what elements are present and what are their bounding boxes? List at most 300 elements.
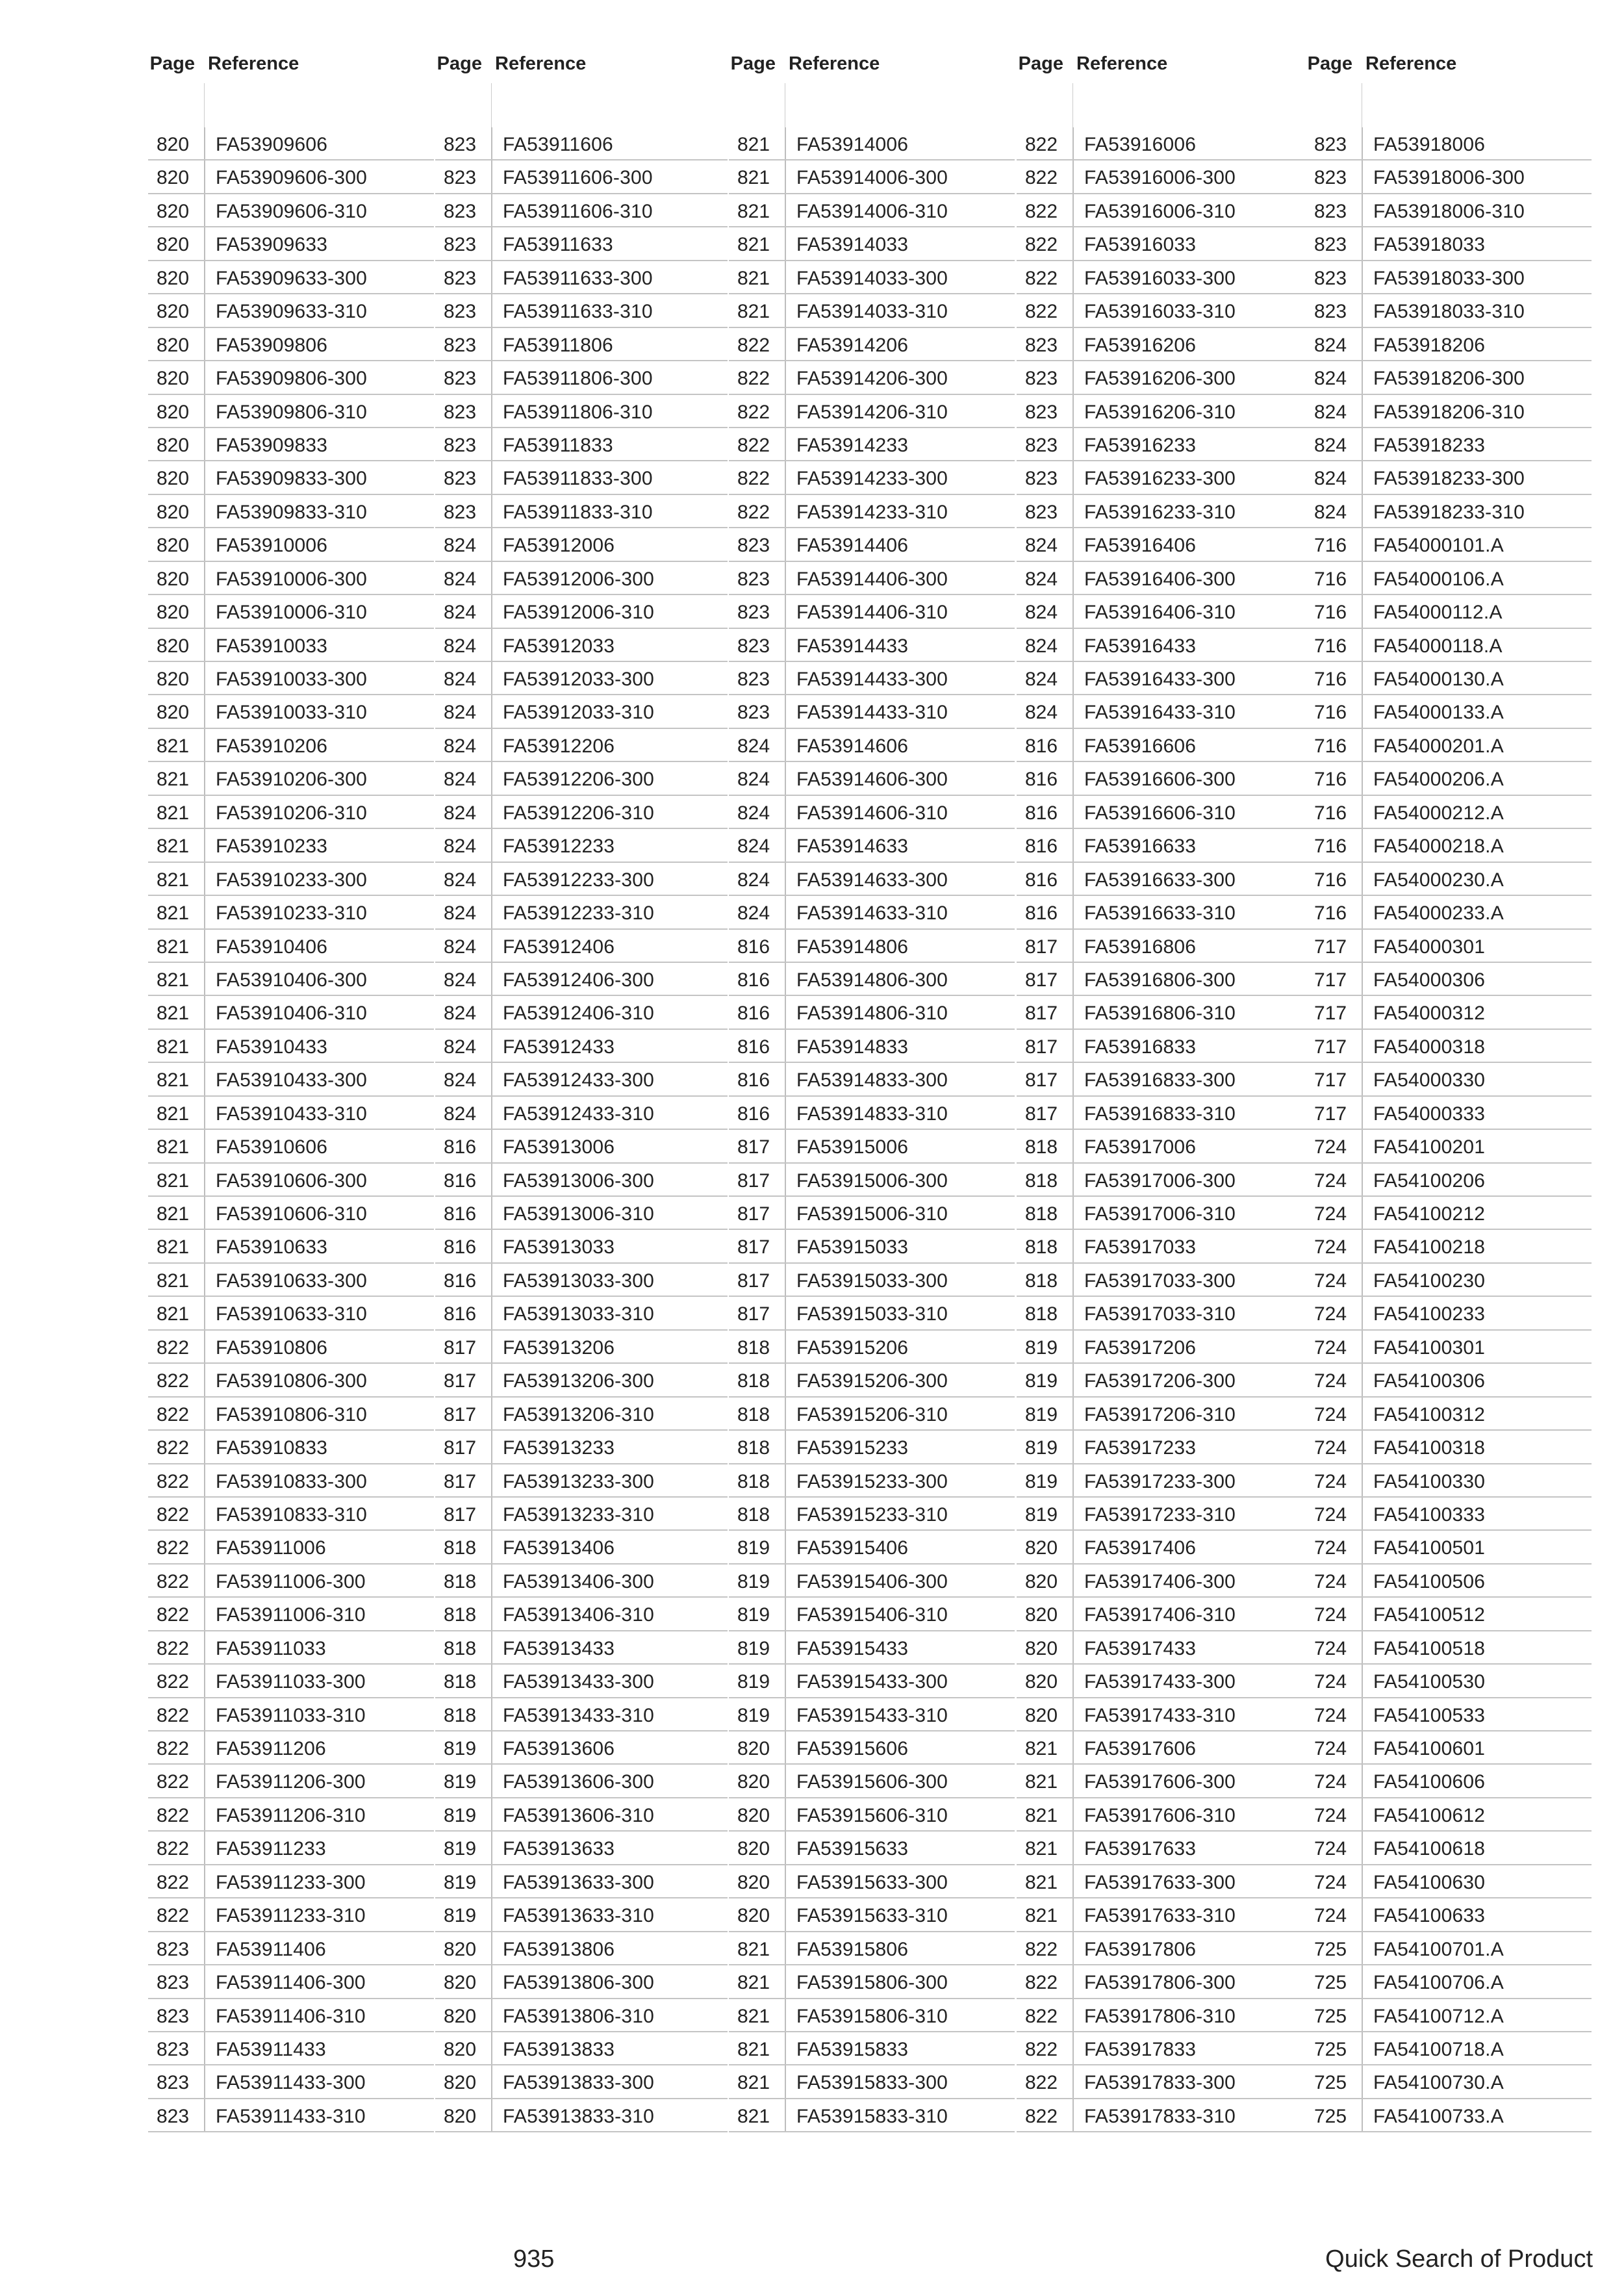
table-row (729, 1097, 1015, 1130)
reference-cell: FA53917633-300 (1084, 1871, 1236, 1893)
page-cell: 820 (443, 2038, 477, 2060)
reference-cell: FA53912033-300 (503, 669, 655, 690)
reference-cell: FA53911606 (503, 134, 613, 155)
cell-divider (1072, 1364, 1074, 1396)
reference-cell: FA54100233 (1373, 1303, 1486, 1325)
cell-divider (1072, 796, 1074, 828)
table-row (435, 227, 728, 261)
page-cell: 820 (443, 2005, 477, 2027)
page-cell: 724 (1313, 1604, 1347, 1626)
reference-cell: FA53916633 (1084, 836, 1197, 858)
table-row (1017, 562, 1306, 595)
reference-cell: FA53918033-310 (1373, 301, 1525, 323)
cell-divider (204, 595, 205, 627)
table-row (729, 762, 1015, 795)
cell-divider (785, 1531, 786, 1563)
table-row (435, 595, 728, 628)
table-row (148, 1865, 434, 1898)
table-row (1306, 160, 1592, 194)
table-row (1306, 695, 1592, 728)
reference-cell: FA54000118.A (1373, 635, 1503, 657)
cell-divider (491, 461, 492, 493)
table-row (435, 729, 728, 762)
page-cell: 824 (443, 1103, 477, 1125)
cell-divider (1072, 963, 1074, 995)
reference-cell: FA53911806 (503, 334, 613, 356)
table-row (729, 729, 1015, 762)
cell-divider (785, 1030, 786, 1062)
page-cell: 820 (156, 134, 190, 155)
reference-cell: FA53916206 (1084, 334, 1197, 356)
reference-cell: FA53914206-300 (796, 368, 948, 390)
cell-divider (204, 1197, 205, 1229)
reference-cell: FA54100506 (1373, 1570, 1486, 1592)
cell-divider (1362, 996, 1363, 1028)
page-cell: 820 (1024, 1637, 1058, 1659)
table-row (1306, 1765, 1592, 1798)
page-cell: 717 (1313, 1069, 1347, 1092)
reference-cell: FA53911206-310 (216, 1804, 366, 1826)
reference-cell: FA53910606-310 (216, 1203, 368, 1225)
cell-divider (785, 1698, 786, 1730)
page-cell: 817 (737, 1136, 770, 1158)
table-row (435, 1731, 728, 1765)
table-row (148, 996, 434, 1029)
cell-divider (1072, 729, 1074, 761)
reference-cell: FA53917206 (1084, 1336, 1197, 1359)
reference-cell: FA54000218.A (1373, 836, 1504, 858)
table-row (148, 1932, 434, 1965)
reference-cell: FA53912006 (503, 535, 615, 557)
reference-cell: FA53915206 (796, 1336, 909, 1359)
page-cell: 816 (1024, 769, 1058, 791)
cell-divider (204, 1765, 205, 1796)
page-cell: 821 (737, 1972, 770, 1994)
table-row (1306, 1898, 1592, 1932)
table-row (1017, 1832, 1306, 1865)
page-cell: 817 (443, 1403, 477, 1425)
cell-divider (204, 428, 205, 460)
reference-cell: FA53911806-310 (503, 401, 653, 423)
cell-divider (1072, 2065, 1074, 2097)
cell-divider (491, 1965, 492, 1997)
cell-divider (491, 395, 492, 427)
reference-cell: FA53917806-310 (1084, 2005, 1236, 2027)
page-cell: 824 (443, 635, 477, 657)
table-row (1306, 1932, 1592, 1965)
table-row (1306, 2032, 1592, 2065)
table-row (1306, 461, 1592, 494)
table-row (148, 1464, 434, 1498)
table-row (148, 1164, 434, 1197)
reference-cell: FA54100230 (1373, 1270, 1486, 1292)
cell-divider (1362, 1498, 1363, 1529)
page-cell: 820 (443, 2072, 477, 2094)
page-cell: 817 (443, 1503, 477, 1526)
reference-cell: FA53913606-310 (503, 1804, 655, 1826)
cell-divider (1072, 1030, 1074, 1062)
page-cell: 823 (737, 602, 770, 624)
reference-cell: FA53913406-300 (503, 1570, 655, 1592)
reference-cell: FA53911633-300 (503, 267, 653, 289)
reference-cell: FA53917806 (1084, 1938, 1197, 1960)
reference-cell: FA53916606-310 (1084, 802, 1236, 824)
page-cell: 819 (737, 1637, 770, 1659)
cell-divider (1362, 2065, 1363, 2097)
table-row (1017, 1665, 1306, 1698)
cell-divider (1072, 1932, 1074, 1964)
table-row (435, 1565, 728, 1598)
page-cell: 820 (156, 368, 190, 390)
reference-cell: FA53914406-310 (796, 602, 948, 624)
page-cell: 725 (1313, 1938, 1347, 1960)
page-cell: 818 (1024, 1270, 1058, 1292)
table-row (435, 629, 728, 662)
page-cell: 816 (443, 1169, 477, 1192)
page-cell: 824 (443, 936, 477, 958)
cell-divider (204, 1731, 205, 1763)
cell-divider (491, 896, 492, 928)
cell-divider (491, 963, 492, 995)
cell-divider (1362, 729, 1363, 761)
table-row (1017, 695, 1306, 728)
page-cell: 821 (156, 1103, 190, 1125)
cell-divider (785, 528, 786, 560)
cell-divider (1362, 1865, 1363, 1897)
table-row (435, 930, 728, 963)
page-cell: 819 (737, 1671, 770, 1693)
table-row (1017, 1431, 1306, 1464)
page-cell: 820 (156, 702, 190, 724)
page-cell: 823 (1313, 134, 1347, 155)
cell-divider (491, 1631, 492, 1663)
cell-divider (204, 1264, 205, 1296)
table-row (1306, 1698, 1592, 1731)
cell-divider (1072, 1531, 1074, 1563)
page-cell: 817 (737, 1270, 770, 1292)
page-cell: 820 (443, 1938, 477, 1960)
reference-cell: FA53918033 (1373, 234, 1486, 256)
cell-divider (491, 863, 492, 895)
table-row (1306, 194, 1592, 227)
reference-cell: FA53913806-310 (503, 2005, 655, 2027)
reference-cell: FA53914433 (796, 635, 909, 657)
reference-cell: FA53914033-310 (796, 301, 948, 323)
table-row (1017, 160, 1306, 194)
cell-divider (1362, 1264, 1363, 1296)
reference-cell: FA53913633-310 (503, 1905, 655, 1927)
cell-divider (491, 1063, 492, 1095)
table-row (1017, 1264, 1306, 1297)
cell-divider (491, 361, 492, 393)
page-cell: 716 (1313, 769, 1347, 791)
reference-cell: FA53912206-300 (503, 769, 655, 791)
table-row (1017, 963, 1306, 996)
cell-divider (491, 1364, 492, 1396)
table-row (435, 428, 728, 461)
page-cell: 717 (1313, 1103, 1347, 1125)
cell-divider (1362, 1765, 1363, 1796)
table-row (435, 528, 728, 561)
reference-cell: FA53916806 (1084, 936, 1197, 958)
reference-cell: FA53917633 (1084, 1838, 1197, 1860)
reference-cell: FA53914006 (796, 134, 909, 155)
cell-divider (1072, 1999, 1074, 2031)
cell-divider (1362, 662, 1363, 694)
reference-cell: FA53917033-300 (1084, 1270, 1236, 1292)
cell-divider (785, 361, 786, 393)
header-reference: Reference (1076, 53, 1168, 74)
table-row (729, 1331, 1015, 1364)
page-cell: 820 (737, 1905, 770, 1927)
page-cell: 724 (1313, 1203, 1347, 1225)
page-cell: 717 (1313, 969, 1347, 991)
page-cell: 821 (156, 1203, 190, 1225)
table-row (435, 1197, 728, 1230)
reference-cell: FA53910233-310 (216, 902, 368, 925)
header-page: Page (1018, 53, 1063, 74)
reference-cell: FA53913806 (503, 1938, 615, 1960)
header-page: Page (149, 53, 195, 74)
page-cell: 724 (1313, 1804, 1347, 1826)
cell-divider (785, 1264, 786, 1296)
cell-divider (204, 1865, 205, 1897)
reference-cell: FA54100712.A (1373, 2005, 1504, 2027)
cell-divider (204, 996, 205, 1028)
reference-cell: FA53915433-300 (796, 1671, 948, 1693)
cell-divider (1362, 528, 1363, 560)
reference-cell: FA53915206-310 (796, 1403, 948, 1425)
column-header (1306, 45, 1592, 127)
reference-cell: FA53917806-300 (1084, 1972, 1236, 1994)
cell-divider (204, 1798, 205, 1830)
table-row (148, 829, 434, 862)
table-row (729, 1531, 1015, 1564)
cell-divider (1072, 1631, 1074, 1663)
reference-cell: FA53911006-300 (216, 1570, 366, 1592)
page-cell: 824 (1024, 535, 1058, 557)
page-cell: 821 (156, 1003, 190, 1025)
page-cell: 818 (737, 1403, 770, 1425)
cell-divider (1362, 562, 1363, 594)
cell-divider (491, 829, 492, 861)
page-cell: 821 (737, 2005, 770, 2027)
table-row (435, 1164, 728, 1197)
reference-cell: FA53909606-300 (216, 167, 368, 189)
table-row (148, 595, 434, 628)
cell-divider (785, 1230, 786, 1262)
page-cell: 822 (156, 1704, 190, 1726)
cell-divider (491, 1230, 492, 1262)
reference-cell: FA53917406-310 (1084, 1604, 1236, 1626)
reference-cell: FA53912033 (503, 635, 615, 657)
cell-divider (785, 461, 786, 493)
page-cell: 725 (1313, 2038, 1347, 2060)
cell-divider (1362, 1364, 1363, 1396)
reference-cell: FA53913206 (503, 1336, 615, 1359)
table-row (148, 629, 434, 662)
reference-cell: FA53915006-310 (796, 1203, 948, 1225)
table-row (1017, 996, 1306, 1029)
cell-divider (204, 1431, 205, 1463)
cell-divider (204, 495, 205, 527)
table-row (435, 1999, 728, 2032)
cell-divider (1362, 1731, 1363, 1763)
reference-cell: FA53914006-300 (796, 167, 948, 189)
reference-cell: FA53915433-310 (796, 1704, 948, 1726)
page-cell: 823 (1024, 401, 1058, 423)
cell-divider (1072, 1665, 1074, 1696)
table-row (435, 1631, 728, 1665)
cell-divider (785, 1765, 786, 1796)
page-cell: 823 (737, 568, 770, 590)
table-row (435, 1531, 728, 1564)
reference-cell: FA53918006-300 (1373, 167, 1525, 189)
cell-divider (1072, 1898, 1074, 1930)
reference-cell: FA53917833-310 (1084, 2105, 1236, 2127)
table-row (729, 1063, 1015, 1096)
table-row (435, 562, 728, 595)
table-row (1017, 1765, 1306, 1798)
page-cell: 818 (737, 1370, 770, 1392)
cell-divider (1072, 1431, 1074, 1463)
cell-divider (1072, 127, 1074, 159)
table-row (435, 1030, 728, 1063)
table-row (435, 1698, 728, 1731)
page-cell: 821 (156, 1270, 190, 1292)
cell-divider (785, 729, 786, 761)
cell-divider (1362, 1965, 1363, 1997)
reference-cell: FA53910233-300 (216, 869, 368, 891)
table-row (1017, 127, 1306, 160)
cell-divider (785, 495, 786, 527)
table-row (1306, 1865, 1592, 1898)
cell-divider (785, 1932, 786, 1964)
cell-divider (204, 528, 205, 560)
page-cell: 823 (1313, 200, 1347, 222)
cell-divider (204, 1164, 205, 1195)
cell-divider (1362, 1398, 1363, 1429)
page-cell: 816 (1024, 735, 1058, 757)
reference-cell: FA53916206-300 (1084, 368, 1236, 390)
cell-divider (491, 1932, 492, 1964)
cell-divider (204, 1565, 205, 1596)
table-row (729, 963, 1015, 996)
reference-cell: FA53910433-300 (216, 1069, 368, 1092)
cell-divider (1362, 1565, 1363, 1596)
rows (1306, 127, 1592, 2132)
page-cell: 717 (1313, 936, 1347, 958)
table-row (148, 1063, 434, 1096)
table-row (1306, 2099, 1592, 2132)
cell-divider (1362, 1665, 1363, 1696)
reference-cell: FA53914233 (796, 434, 909, 456)
page-cell: 816 (443, 1270, 477, 1292)
reference-cell: FA53911406-300 (216, 1972, 366, 1994)
page-cell: 823 (737, 669, 770, 690)
reference-cell: FA53910033-310 (216, 702, 368, 724)
reference-cell: FA53912233-300 (503, 869, 655, 891)
page-cell: 823 (443, 234, 477, 256)
table-row (729, 528, 1015, 561)
index-column (1017, 45, 1306, 2132)
cell-divider (1362, 1999, 1363, 2031)
table-row (729, 1665, 1015, 1698)
reference-cell: FA53913433-310 (503, 1704, 655, 1726)
table-row (435, 996, 728, 1029)
table-row (1306, 227, 1592, 261)
page-cell: 823 (737, 535, 770, 557)
cell-divider (785, 328, 786, 360)
table-row (435, 662, 728, 695)
reference-cell: FA53917206-310 (1084, 1403, 1236, 1425)
reference-cell: FA53910633-310 (216, 1303, 368, 1325)
table-row (729, 1164, 1015, 1197)
cell-divider (204, 1297, 205, 1329)
reference-cell: FA54100201 (1373, 1136, 1486, 1158)
cell-divider (491, 1531, 492, 1563)
reference-cell: FA53915433 (796, 1637, 909, 1659)
reference-cell: FA53914833-300 (796, 1069, 948, 1092)
page-cell: 821 (156, 1036, 190, 1058)
page-cell: 818 (1024, 1136, 1058, 1158)
reference-cell: FA53915633-310 (796, 1905, 948, 1927)
cell-divider (1362, 629, 1363, 661)
cell-divider (204, 695, 205, 727)
reference-cell: FA53916606 (1084, 735, 1197, 757)
page-cell: 820 (443, 1972, 477, 1994)
page-cell: 821 (737, 167, 770, 189)
table-row (1306, 1498, 1592, 1531)
page-cell: 820 (1024, 1671, 1058, 1693)
page-cell: 821 (737, 2038, 770, 2060)
reference-cell: FA53911033 (216, 1637, 326, 1659)
cell-divider (785, 1063, 786, 1095)
reference-cell: FA53909633 (216, 234, 328, 256)
reference-cell: FA53917833-300 (1084, 2072, 1236, 2094)
page-cell: 724 (1313, 1470, 1347, 1492)
cell-divider (1362, 194, 1363, 226)
page-cell: 818 (737, 1503, 770, 1526)
table-row (148, 261, 434, 294)
cell-divider (204, 261, 205, 293)
page-cell: 820 (156, 234, 190, 256)
reference-cell: FA53914833-310 (796, 1103, 948, 1125)
reference-cell: FA53917233 (1084, 1437, 1197, 1459)
cell-divider (785, 662, 786, 694)
cell-divider (204, 194, 205, 226)
page-cell: 820 (156, 200, 190, 222)
cell-divider (1362, 896, 1363, 928)
reference-cell: FA53917433-300 (1084, 1671, 1236, 1693)
cell-divider (491, 996, 492, 1028)
table-row (435, 461, 728, 494)
cell-divider (204, 160, 205, 192)
reference-cell: FA53916006 (1084, 134, 1197, 155)
table-row (1017, 1999, 1306, 2032)
page-cell: 716 (1313, 902, 1347, 925)
cell-divider (1362, 361, 1363, 393)
reference-cell: FA53916433-300 (1084, 669, 1236, 690)
cell-divider (491, 1832, 492, 1863)
table-row (148, 762, 434, 795)
cell-divider (1072, 1398, 1074, 1429)
cell-divider (491, 562, 492, 594)
cell-divider (785, 1197, 786, 1229)
cell-divider (785, 1965, 786, 1997)
reference-cell: FA53916406-310 (1084, 602, 1236, 624)
table-row (1017, 1531, 1306, 1564)
